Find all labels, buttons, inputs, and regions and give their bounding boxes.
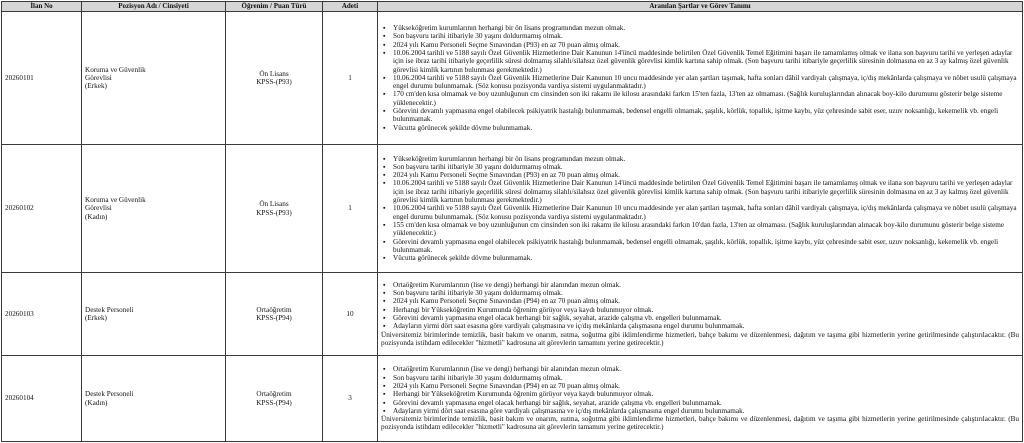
job-listing-table: [1, 1, 1023, 442]
position-line: Koruma ve Güvenlik: [85, 196, 146, 205]
education-line: KPSS-(P94): [256, 314, 292, 322]
header-count: Adeti: [323, 2, 378, 12]
position-line: (Erkek): [85, 82, 107, 91]
requirements-cell: [378, 273, 1023, 356]
table-row: [2, 356, 1023, 442]
position-cell: [82, 273, 226, 356]
requirement-item: ▪ 2024 yılı Kamu Personeli Seçme Sınavından (P93) en az 70 puan almış olmak.: [393, 41, 1019, 49]
table-row: [2, 273, 1023, 356]
requirement-item: ▪ Görevini devamlı yapmasına engel olacak herhangi bir sağlık, seyahat, arazide çalışma vb. engelleri bulunmamak.: [393, 314, 1019, 322]
requirement-item: ▪ Son başvuru tarihi itibariyle 30 yaşını doldurmamış olmak.: [393, 289, 1019, 297]
count-cell: 1: [323, 12, 378, 145]
education-line: KPSS-(P93): [256, 208, 292, 217]
duty-description: Üniversitemiz birimlerinde temizlik, basit bakım ve onarım, ısıtma, soğutma gibi iklimlendirme hizmetleri, bahçe bakımı ve düzenlenmesi, dağıtım ve taşıma gibi hizmetlerin yerine getirilmesinde çalıştırılacaktır. (Bu pozisyonda istihdam edilecekler "hizmetli" kadrosuna ait görevlerin tamamını yerine getirecektir.): [381, 415, 1019, 432]
requirement-item: ▪ Yükseköğretim kurumlarının herhangi bir ön lisans programından mezun olmak.: [393, 24, 1019, 32]
requirement-item: ▪ Ortaöğretim Kurumlarının (lise ve dengi) herhangi bir alanından mezun olmak.: [393, 281, 1019, 289]
position-cell: [82, 356, 226, 442]
count-cell: 1: [323, 145, 378, 273]
requirement-item: ▪ Görevini devamlı yapmasına engel olabilecek psikiyatrik hastalığı bulunmamak, bedensel engelli olmamak, şaşılık, körlük, topallık, işitme kaybı, yüz çehresinde sabit eser, uzuv noksanlığı, kekemelik vb. engeli bulunmamak.: [393, 238, 1019, 255]
ilan-no-cell: 20260101: [2, 12, 82, 145]
requirement-item: ▪ 2024 yılı Kamu Personeli Seçme Sınavından (P94) en az 70 puan almış olmak.: [393, 297, 1019, 305]
ilan-no-cell: 20260104: [2, 356, 82, 442]
table-row: [2, 12, 1023, 145]
education-line: Ön Lisans: [259, 200, 289, 209]
requirements-cell: [378, 145, 1023, 273]
education-line: Ön Lisans: [259, 69, 289, 78]
requirement-item: ▪ Adayların yirmi dört saat esasına göre vardiyalı çalışmasına ve iç/dış mekânlarda çalışmasına engel durumu bulunmamak.: [393, 322, 1019, 330]
requirements-list: [381, 281, 1019, 331]
requirements-cell: [378, 356, 1023, 442]
count-cell: 3: [323, 356, 378, 442]
position-line: Destek Personeli: [85, 305, 134, 314]
requirement-item: ▪ Son başvuru tarihi itibariyle 30 yaşını doldurmamış olmak.: [393, 163, 1019, 171]
requirement-item: ▪ Görevini devamlı yapmasına engel olabilecek psikiyatrik hastalığı bulunmamak, bedensel engelli olmamak, şaşılık, körlük, topallık, işitme kaybı, yüz çehresinde sabit eser, uzuv noksanlığı, kekemelik vb. engeli bulunmamak.: [393, 107, 1019, 124]
education-line: Ortaöğretim: [256, 390, 292, 399]
header-row: [2, 2, 1023, 12]
requirement-item: ▪ Vücutta görünecek şekilde dövme bulunmamak.: [393, 124, 1019, 132]
requirement-item: ▪ Son başvuru tarihi itibariyle 30 yaşını doldurmamış olmak.: [393, 374, 1019, 382]
position-line: (Erkek): [85, 314, 107, 322]
education-line: KPSS-(P94): [256, 398, 292, 407]
duty-description: Üniversitemiz birimlerinde temizlik, basit bakım ve onarım, ısıtma, soğutma gibi iklimlendirme hizmetleri, bahçe bakımı ve düzenlenmesi, dağıtım ve taşıma gibi hizmetlerin yerine getirilmesinde çalıştırılacaktır. (Bu pozisyonda istihdam edilecekler "hizmetli" kadrosuna ait görevlerin tamamını yerine getirecektir.): [381, 330, 1019, 347]
position-line: Görevlisi: [85, 73, 112, 82]
requirements-list: [381, 365, 1019, 415]
position-line: (Kadın): [85, 398, 108, 407]
education-cell: [226, 273, 323, 356]
requirement-item: ▪ Vücutta görünecek şekilde dövme bulunmamak.: [393, 254, 1019, 262]
requirement-item: ▪ 2024 yılı Kamu Personeli Seçme Sınavından (P93) en az 70 puan almış olmak.: [393, 171, 1019, 179]
position-line: (Kadın): [85, 212, 108, 221]
requirement-item: ▪ 10.06.2004 tarihli ve 5188 sayılı Özel Güvenlik Hizmetlerine Dair Kanunun 10 uncu maddesinde yer alan şartları taşımak, hafta sonları dâhil vardiyalı çalışmaya, iç/dış mekânlarda çalışmaya ve nöbet usulü çalışmaya engel durumu bulunmamak. (Söz konusu pozisyonda vardiya sistemi uygulanmaktadır.): [393, 74, 1019, 91]
requirements-cell: [378, 12, 1023, 145]
requirement-item: ▪ Yükseköğretim kurumlarının herhangi bir ön lisans programından mezun olmak.: [393, 155, 1019, 163]
header-ilan-no: İlan No: [2, 2, 82, 12]
header-requirements: Aranılan Şartlar ve Görev Tanımı: [378, 2, 1023, 12]
education-line: KPSS-(P93): [256, 78, 292, 86]
position-line: Koruma ve Güvenlik: [85, 65, 146, 74]
table-row: [2, 145, 1023, 273]
education-line: Ortaöğretim: [256, 305, 292, 314]
requirement-item: ▪ Son başvuru tarihi itibariyle 30 yaşını doldurmamış olmak.: [393, 32, 1019, 40]
education-cell: [226, 12, 323, 145]
header-position: Pozisyon Adı / Cinsiyeti: [82, 2, 226, 12]
header-education: Öğrenim / Puan Türü: [226, 2, 323, 12]
requirement-item: ▪ 2024 yılı Kamu Personeli Seçme Sınavından (P94) en az 70 puan almış olmak.: [393, 382, 1019, 390]
position-cell: [82, 145, 226, 273]
position-line: Destek Personeli: [85, 390, 134, 399]
requirement-item: ▪ 10.06.2004 tarihli ve 5188 sayılı Özel Güvenlik Hizmetlerine Dair Kanunun 14'üncü maddesinde belirtilen Özel Güvenlik Temel Eğitimini başarı ile tamamlamış olmak ve ilana son başvuru tarihi ve yerleşen adaylar için ise ibraz tarihi itibariyle geçerlilik süresi dolmamış silahlı/silahsız özel güvenlik görevlisi kimlik kartına sahip olmak. (Son başvuru tarihi itibariyle geçerlilik süresinin dolmasına en az 3 ay kalmış özel güvenlik görevlisi kimlik kartının bulunması gerekmektedir.): [393, 49, 1019, 74]
requirement-item: ▪ 10.06.2004 tarihli ve 5188 sayılı Özel Güvenlik Hizmetlerine Dair Kanunun 14'üncü maddesinde belirtilen Özel Güvenlik Temel Eğitimini başarı ile tamamlamış olmak ve ilana son başvuru tarihi ve yerleşen adaylar için ise ibraz tarihi itibariyle geçerlilik süresi dolmamış silahlı/silahsız özel güvenlik görevlisi kimlik kartına sahip olmak. (Son başvuru tarihi itibariyle geçerlilik süresinin dolmasına en az 3 ay kalmış özel güvenlik görevlisi kimlik kartının bulunması gerekmektedir.): [393, 179, 1019, 204]
requirement-item: ▪ 155 cm'den kısa olmamak ve boy uzunluğunun cm cinsinden son iki rakamı ile kilosu arasındaki farkın 10'dan fazla, 13'ten az olmaması. (Sağlık kuruluşlarından alınacak boy-kilo durumunu gösterir belge sisteme yüklenecektir.): [393, 221, 1019, 238]
requirements-list: [381, 155, 1019, 263]
ilan-no-cell: 20260103: [2, 273, 82, 356]
education-cell: [226, 145, 323, 273]
requirement-item: ▪ Herhangi bir Yükseköğretim Kurumunda öğrenim görüyor veya kaydı bulunmuyor olmak.: [393, 306, 1019, 314]
position-line: Görevlisi: [85, 204, 112, 213]
count-cell: 10: [323, 273, 378, 356]
requirements-list: [381, 24, 1019, 132]
requirement-item: ▪ Adayların yirmi dört saat esasına göre vardiyalı çalışmasına ve iç/dış mekânlarda çalışmasına engel durumu bulunmamak.: [393, 407, 1019, 415]
education-cell: [226, 356, 323, 442]
requirement-item: ▪ Görevini devamlı yapmasına engel olacak herhangi bir sağlık, seyahat, arazide çalışma vb. engelleri bulunmamak.: [393, 399, 1019, 407]
requirement-item: ▪ 10.06.2004 tarihli ve 5188 sayılı Özel Güvenlik Hizmetlerine Dair Kanunun 10 uncu maddesinde yer alan şartları taşımak, hafta sonları dâhil vardiyalı çalışmaya, iç/dış mekânlarda çalışmaya ve nöbet usulü çalışmaya engel durumu bulunmamak. (Söz konusu pozisyonda vardiya sistemi uygulanmaktadır.): [393, 204, 1019, 221]
requirement-item: ▪ Ortaöğretim Kurumlarının (lise ve dengi) herhangi bir alanından mezun olmak.: [393, 365, 1019, 373]
requirement-item: ▪ Herhangi bir Yükseköğretim Kurumunda öğrenim görüyor veya kaydı bulunmuyor olmak.: [393, 390, 1019, 398]
requirement-item: ▪ 170 cm'den kısa olmamak ve boy uzunluğunun cm cinsinden son iki rakamı ile kilosu arasındaki farkın 15'ten fazla, 13'ten az olmaması. (Sağlık kuruluşlarından alınacak boy-kilo durumunu gösterir belge sisteme yüklenecektir.): [393, 90, 1019, 107]
ilan-no-cell: 20260102: [2, 145, 82, 273]
position-cell: [82, 12, 226, 145]
